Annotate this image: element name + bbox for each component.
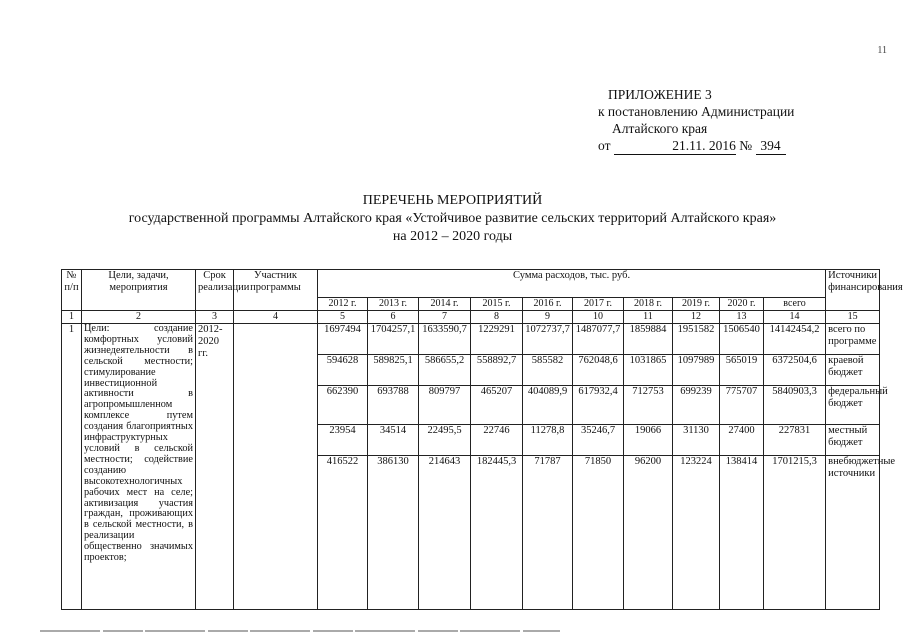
amount-cell: 586655,2	[419, 355, 471, 386]
appendix-block	[598, 86, 794, 155]
funding-source: краевой бюджет	[826, 355, 880, 386]
amount-cell: 6372504,6	[764, 355, 826, 386]
amount-cell: 416522	[318, 456, 368, 610]
amount-cell: 214643	[419, 456, 471, 610]
amount-cell: 585582	[523, 355, 573, 386]
amount-cell: 589825,1	[368, 355, 419, 386]
row-number: 1	[62, 324, 82, 610]
appendix-from-label: от	[598, 138, 611, 153]
year-cell: 2017 г.	[573, 298, 624, 311]
funding-source: всего по программе	[826, 324, 880, 355]
header-num: № п/п	[62, 270, 82, 311]
amount-cell: 31130	[673, 425, 720, 456]
amount-cell: 35246,7	[573, 425, 624, 456]
year-cell: 2012 г.	[318, 298, 368, 311]
amount-cell: 1229291	[471, 324, 523, 355]
header-sources: Источники финансирования	[826, 270, 880, 311]
column-number: 1	[62, 311, 82, 324]
year-cell: 2018 г.	[624, 298, 673, 311]
amount-cell: 404089,9	[523, 386, 573, 425]
header-term: Срок реализации	[196, 270, 234, 311]
funding-source: местный бюджет	[826, 425, 880, 456]
year-cell: 2015 г.	[471, 298, 523, 311]
amount-cell: 775707	[720, 386, 764, 425]
appendix-number-label: №	[739, 138, 753, 153]
amount-cell: 1704257,1	[368, 324, 419, 355]
amount-cell: 22746	[471, 425, 523, 456]
amount-cell: 5840903,3	[764, 386, 826, 425]
heading-line1: ПЕРЕЧЕНЬ МЕРОПРИЯТИЙ	[362, 193, 543, 208]
amount-cell: 1701215,3	[764, 456, 826, 610]
row-term: 2012-2020 гг.	[196, 324, 234, 610]
amount-cell: 96200	[624, 456, 673, 610]
column-number: 11	[624, 311, 673, 324]
appendix-number: 394	[756, 137, 786, 155]
amount-cell: 1506540	[720, 324, 764, 355]
amount-cell: 23954	[318, 425, 368, 456]
amount-cell: 762048,6	[573, 355, 624, 386]
column-number: 2	[82, 311, 196, 324]
amount-cell: 182445,3	[471, 456, 523, 610]
column-number: 3	[196, 311, 234, 324]
amount-cell: 386130	[368, 456, 419, 610]
appendix-title: ПРИЛОЖЕНИЕ 3	[608, 87, 712, 102]
column-number: 5	[318, 311, 368, 324]
header-participant: Участник программы	[234, 270, 318, 311]
amount-cell: 594628	[318, 355, 368, 386]
row-participant	[234, 324, 318, 610]
year-cell: 2020 г.	[720, 298, 764, 311]
year-cell: 2014 г.	[419, 298, 471, 311]
amount-cell: 558892,7	[471, 355, 523, 386]
amount-cell: 71787	[523, 456, 573, 610]
amount-cell: 662390	[318, 386, 368, 425]
column-number: 13	[720, 311, 764, 324]
appendix-line1: к постановлению Администрации	[598, 104, 795, 119]
amount-cell: 1633590,7	[419, 324, 471, 355]
page-number: 11	[877, 45, 887, 56]
amount-cell: 138414	[720, 456, 764, 610]
amount-cell: 71850	[573, 456, 624, 610]
amount-cell: 19066	[624, 425, 673, 456]
amount-cell: 14142454,2	[764, 324, 826, 355]
measures-table	[61, 269, 903, 610]
amount-cell: 27400	[720, 425, 764, 456]
amount-cell: 809797	[419, 386, 471, 425]
amount-cell: 11278,8	[523, 425, 573, 456]
year-cell: 2019 г.	[673, 298, 720, 311]
column-number: 14	[764, 311, 826, 324]
column-number: 7	[419, 311, 471, 324]
document-heading	[0, 192, 905, 246]
amount-cell: 22495,5	[419, 425, 471, 456]
amount-cell: 565019	[720, 355, 764, 386]
header-goals: Цели, задачи, мероприятия	[82, 270, 196, 311]
column-number: 8	[471, 311, 523, 324]
amount-cell: 1697494	[318, 324, 368, 355]
row-goals: Цели: создание комфортных условий жизнедеятельности в сельской местности; стимулирование инвестиционной активности в агропромышленном комплексе путем создания благоприятных инфраструктурных условий в сельской местности; содействие созданию высокотехнологичных рабочих мест на селе; активизация участия граждан, проживающих в сельской местности, в реализации общественно значимых проектов;	[82, 324, 196, 610]
header-sum: Сумма расходов, тыс. руб.	[318, 270, 826, 298]
column-number-row	[62, 311, 880, 324]
amount-cell: 693788	[368, 386, 419, 425]
amount-cell: 465207	[471, 386, 523, 425]
amount-cell: 1951582	[673, 324, 720, 355]
amount-cell: 34514	[368, 425, 419, 456]
year-cell: 2013 г.	[368, 298, 419, 311]
amount-cell: 1072737,7	[523, 324, 573, 355]
appendix-date: 21.11. 2016	[614, 137, 736, 155]
column-number: 10	[573, 311, 624, 324]
amount-cell: 1859884	[624, 324, 673, 355]
funding-source: федеральный бюджет	[826, 386, 880, 425]
amount-cell: 123224	[673, 456, 720, 610]
heading-line3: на 2012 – 2020 годы	[392, 229, 513, 244]
amount-cell: 1031865	[624, 355, 673, 386]
appendix-date-line	[598, 137, 794, 155]
funding-source: внебюджетные источники	[826, 456, 880, 610]
column-number: 4	[234, 311, 318, 324]
heading-line2: государственной программы Алтайского края «Устойчивое развитие сельских территорий Алтайского края»	[128, 211, 777, 226]
amount-cell: 699239	[673, 386, 720, 425]
amount-cell: 1487077,7	[573, 324, 624, 355]
year-cell: всего	[764, 298, 826, 311]
column-number: 6	[368, 311, 419, 324]
amount-cell: 712753	[624, 386, 673, 425]
column-number: 12	[673, 311, 720, 324]
year-cell: 2016 г.	[523, 298, 573, 311]
amount-cell: 227831	[764, 425, 826, 456]
funding-row	[62, 324, 880, 355]
bottom-scan-line	[0, 630, 905, 633]
appendix-line2: Алтайского края	[612, 121, 708, 136]
column-number: 9	[523, 311, 573, 324]
amount-cell: 617932,4	[573, 386, 624, 425]
column-number: 15	[826, 311, 880, 324]
amount-cell: 1097989	[673, 355, 720, 386]
